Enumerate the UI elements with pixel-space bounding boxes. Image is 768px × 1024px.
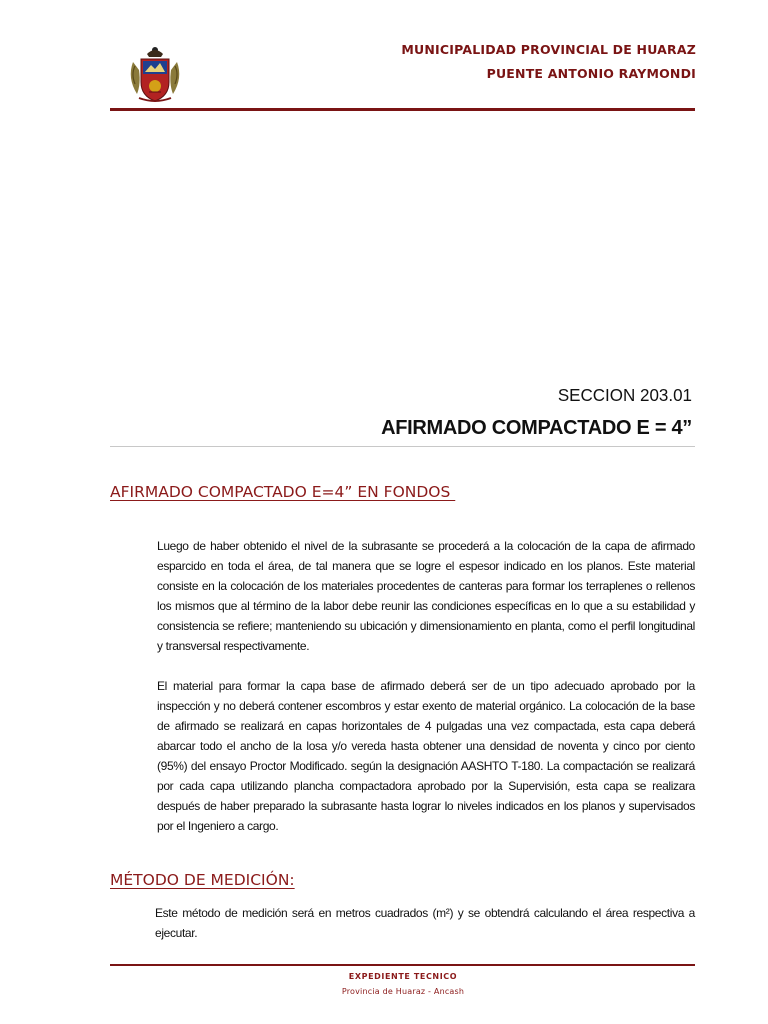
footer-divider (110, 964, 695, 966)
measurement-method-paragraph: Este método de medición será en metros cuadrados (m²) y se obtendrá calculando el área respectiva a ejecutar. (155, 906, 695, 940)
material-paragraph: El material para formar la capa base de afirmado deberá ser de un tipo adecuado aprobado por la inspección y no deberá contener escombros y estar exento de material orgánico. La colocación de la base de afirmado se realizará en capas horizontales de 4 pulgadas una vez compactada, esta capa deberá abarcar todo el ancho de la losa y/o vereda hasta obtener una densidad de noventa y cinco por ciento (95%) del ensayo Proctor Modificado. según la designación AASHTO T-180. La compactación se realizará por cada capa utilizando plancha compactadora aprobado por la Supervisión, esta capa se realizara después de haber preparado la subrasante hasta lograr lo niveles indicados en los planos y supervisados por el Ingeniero a cargo. (157, 679, 695, 833)
footer-location: Provincia de Huaraz - Ancash (341, 987, 465, 996)
section-title: AFIRMADO COMPACTADO E = 4” (381, 417, 692, 439)
section-divider (110, 446, 695, 447)
description-paragraph: Luego de haber obtenido el nivel de la subrasante se procederá a la colocación de la capa de afirmado esparcido en toda el área, de tal manera que se logre el espesor indicado en los planos. Este material consiste en la colocación de los materiales procedentes de canteras para formar los terraplenes o rellenos los mismos que al término de la labor debe reunir las condiciones específicas en lo que a su estabilidad y consistencia se refiere; manteniendo su ubicación y dimensionamiento en planta, como el perfil longitudinal y transversal respectivamente. (157, 539, 695, 653)
header-divider (110, 108, 695, 111)
footer-document-type: EXPEDIENTE TECNICO (348, 972, 458, 981)
header-project: PUENTE ANTONIO RAYMONDI (486, 66, 696, 81)
measurement-method-heading: MÉTODO DE MEDICIÓN: (110, 871, 295, 889)
header-institution: MUNICIPALIDAD PROVINCIAL DE HUARAZ (401, 42, 696, 57)
section-number: SECCION 203.01 (557, 385, 692, 406)
municipal-coat-of-arms-icon (125, 44, 185, 104)
subsection-heading: AFIRMADO COMPACTADO E=4” EN FONDOS (110, 483, 456, 501)
